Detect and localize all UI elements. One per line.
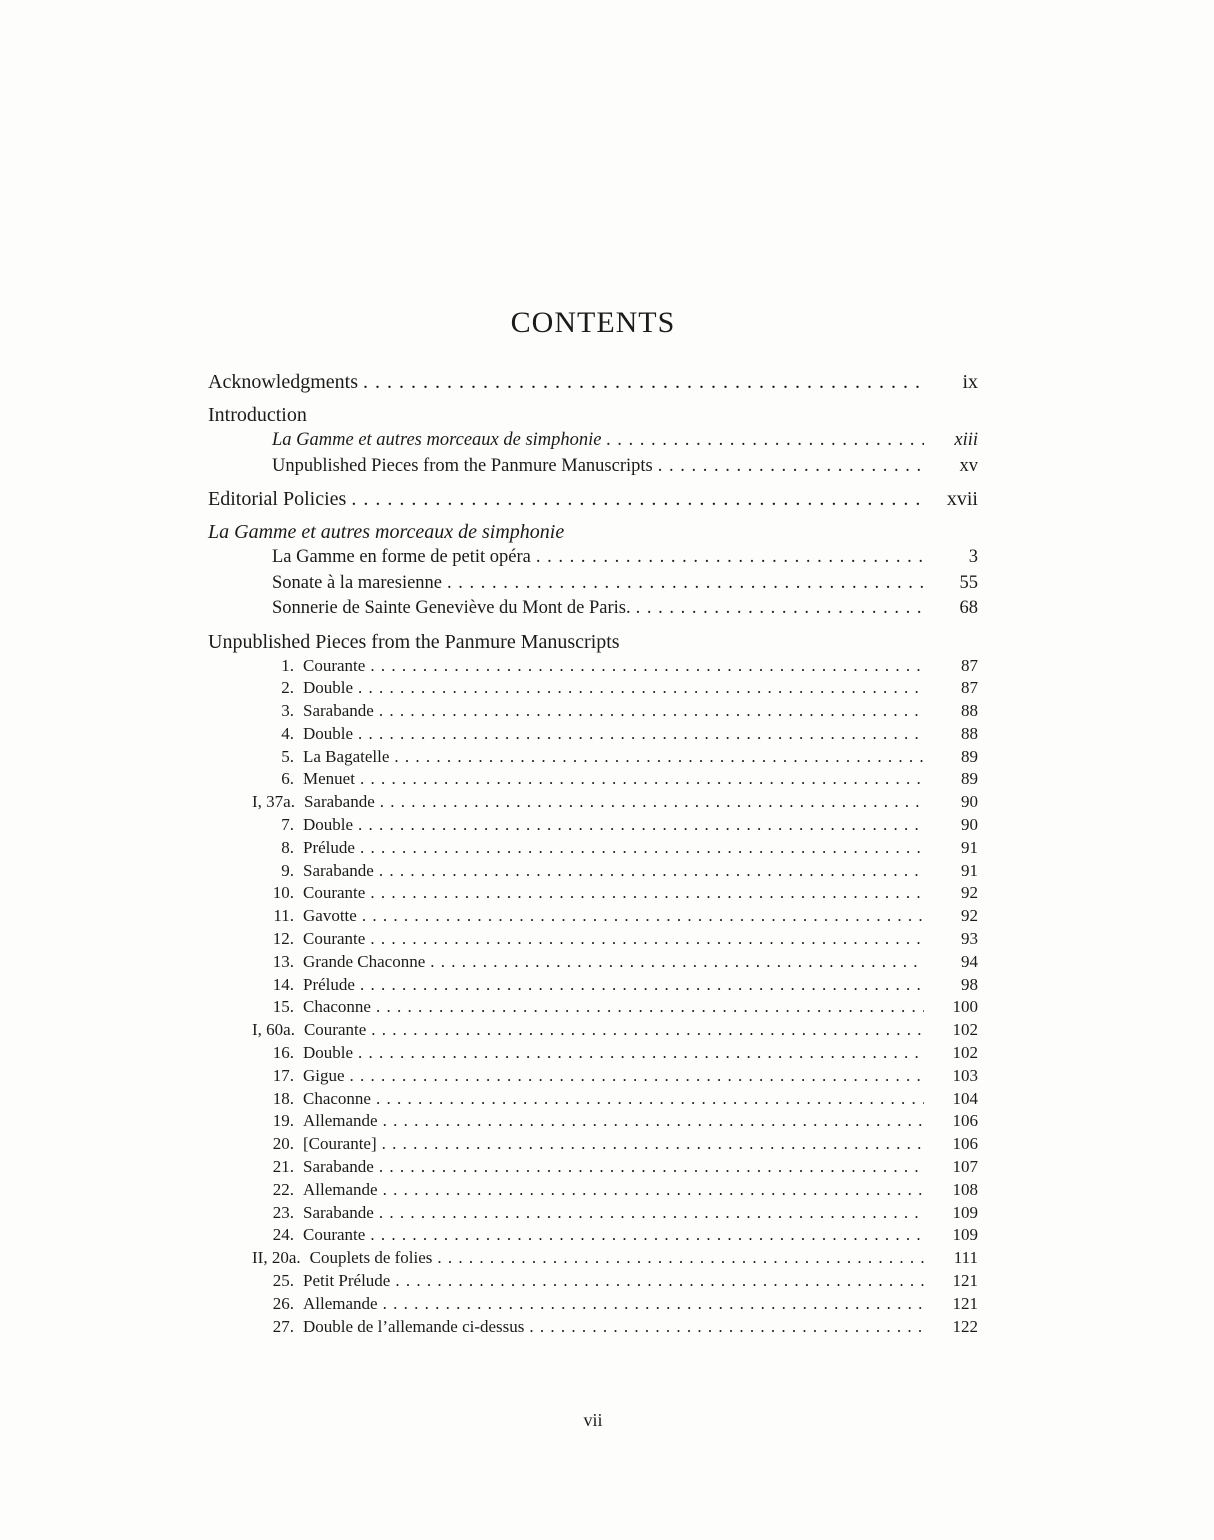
toc-entry-page: 108 [952, 1179, 978, 1199]
toc-entry [252, 1019, 978, 1042]
toc-entry-page: 106 [952, 1134, 978, 1154]
toc-entry-number: 24. [272, 1225, 294, 1245]
toc-entry-page: xvii [946, 488, 978, 510]
toc-entry [252, 1224, 978, 1247]
toc-entry [252, 974, 978, 997]
toc-entry-label: Couplets de folies [309, 1248, 433, 1268]
toc-entry-number: 25. [272, 1271, 294, 1291]
toc-entry-page: 122 [952, 1316, 978, 1336]
toc-entry-label: Petit Prélude [303, 1271, 391, 1291]
toc-entry-number: 2. [281, 678, 294, 698]
toc-entry [208, 486, 978, 512]
toc-entry [252, 837, 978, 860]
toc-entry [208, 369, 978, 395]
toc-entry-number: 8. [281, 837, 294, 857]
toc-entry [252, 1293, 978, 1316]
toc-entry-page: 103 [952, 1065, 978, 1085]
toc-entry [252, 768, 978, 791]
dot-leader [379, 700, 924, 723]
toc-entry-number: 4. [281, 723, 294, 743]
toc-entry-label: Allemande [303, 1179, 378, 1199]
table-of-contents [208, 369, 978, 1338]
toc-entry-page: 92 [961, 906, 978, 926]
dot-leader [370, 655, 924, 678]
toc-entry-page: 89 [961, 769, 978, 789]
toc-entry-page: 90 [961, 792, 978, 812]
toc-entry [252, 1156, 978, 1179]
toc-entry-number: 20. [272, 1134, 294, 1154]
toc-entry-label: Prélude [303, 837, 355, 857]
toc-entry-number: 9. [281, 860, 294, 880]
toc-entry-page: 100 [952, 997, 978, 1017]
toc-entry-number: 26. [272, 1293, 294, 1313]
toc-entry-number: 21. [272, 1157, 294, 1177]
dot-leader [358, 677, 924, 700]
dot-leader [362, 905, 924, 928]
toc-entry-number: I, 37a. [252, 792, 295, 812]
toc-section-heading [208, 519, 978, 545]
toc-entry-label: La Gamme et autres morceaux de simphonie [272, 430, 602, 450]
toc-entry [272, 428, 978, 454]
toc-entry-page: 111 [953, 1248, 978, 1268]
toc-entry-label: La Gamme en forme de petit opéra [272, 547, 531, 567]
toc-entry [252, 814, 978, 837]
toc-entry [272, 454, 978, 480]
toc-entry-number: 10. [272, 883, 294, 903]
toc-entry-label: Unpublished Pieces from the Panmure Manuscripts [272, 455, 653, 476]
toc-entry-label: Sarabande [303, 1157, 374, 1177]
dot-leader [360, 837, 924, 860]
toc-section-heading [208, 402, 978, 428]
toc-entry-page: 121 [952, 1293, 978, 1313]
dot-leader [658, 454, 924, 480]
toc-entry-label: Unpublished Pieces from the Panmure Manuscripts [208, 630, 620, 653]
toc-entry-page: xv [959, 455, 978, 476]
toc-entry [252, 1133, 978, 1156]
toc-entry [252, 1247, 978, 1270]
toc-entry-page: 87 [961, 678, 978, 698]
toc-entry-number: 5. [281, 746, 294, 766]
dot-leader [394, 746, 924, 769]
toc-entry-label: [Courante] [303, 1134, 377, 1154]
toc-entry [252, 1110, 978, 1133]
toc-entry [252, 791, 978, 814]
dot-leader [376, 1088, 924, 1111]
toc-entry-number: 16. [272, 1043, 294, 1063]
toc-entry [252, 655, 978, 678]
toc-entry-number: 14. [272, 974, 294, 994]
toc-entry-label: Grande Chaconne [303, 951, 426, 971]
page-title: CONTENTS [510, 306, 676, 339]
toc-entry-page: 109 [952, 1225, 978, 1245]
toc-entry-label: Double [303, 1043, 354, 1063]
dot-leader [370, 882, 924, 905]
toc-entry-label: Double de l’allemande ci-dessus [303, 1316, 525, 1336]
toc-entry [252, 1042, 978, 1065]
toc-entry-number: I, 60a. [252, 1020, 295, 1040]
toc-entry-label: Courante [303, 1020, 367, 1040]
dot-leader [382, 1133, 924, 1156]
toc-entry-page: 91 [961, 860, 978, 880]
toc-entry-label: Acknowledgments [208, 371, 358, 393]
toc-entry [252, 723, 978, 746]
dot-leader [383, 1110, 924, 1133]
dot-leader [379, 1156, 924, 1179]
folio-page-number: vii [583, 1410, 603, 1430]
dot-leader [447, 571, 924, 597]
dot-leader [383, 1179, 924, 1202]
toc-entry-page: 55 [959, 572, 978, 593]
toc-entry [252, 677, 978, 700]
toc-entry-label: Editorial Policies [208, 488, 347, 510]
toc-entry-number: 19. [272, 1111, 294, 1131]
dot-leader [358, 814, 924, 837]
toc-entry-label: La Bagatelle [303, 746, 390, 766]
toc-entry-page: 102 [952, 1020, 978, 1040]
toc-entry-label: Double [303, 723, 354, 743]
toc-entry-page: 106 [952, 1111, 978, 1131]
dot-leader [358, 723, 924, 746]
toc-entry [252, 1270, 978, 1293]
toc-entry [272, 545, 978, 571]
dot-leader [379, 1202, 924, 1225]
toc-entry-label: Sarabande [303, 701, 374, 721]
toc-entry-page: 107 [952, 1157, 978, 1177]
toc-entry-label: Courante [303, 929, 366, 949]
dot-leader [636, 596, 924, 622]
toc-entry [252, 860, 978, 883]
toc-entry [272, 596, 978, 622]
toc-entry-label: Chaconne [303, 997, 371, 1017]
toc-entry-number: 22. [272, 1179, 294, 1199]
toc-entry [252, 882, 978, 905]
toc-entry-label: La Gamme et autres morceaux de simphonie [208, 521, 565, 543]
dot-leader [430, 951, 924, 974]
toc-entry-number: 17. [272, 1065, 294, 1085]
toc-entry-number: 15. [272, 997, 294, 1017]
toc-entry-number: 23. [272, 1202, 294, 1222]
toc-entry-label: Gavotte [303, 906, 357, 926]
toc-entry-page: 88 [961, 723, 978, 743]
toc-entry-page: 121 [952, 1271, 978, 1291]
toc-entry-page: 88 [961, 701, 978, 721]
toc-entry-number: 3. [281, 701, 294, 721]
toc-entry [252, 700, 978, 723]
dot-leader [371, 1019, 924, 1042]
dot-leader [358, 1042, 924, 1065]
toc-entry [252, 996, 978, 1019]
toc-entry-label: Double [303, 815, 354, 835]
dot-leader [360, 974, 924, 997]
dot-leader [607, 428, 924, 454]
toc-entry-label: Courante [303, 883, 366, 903]
toc-entry-page: 94 [961, 951, 978, 971]
toc-entry-number: 18. [272, 1088, 294, 1108]
toc-entry-page: 92 [961, 883, 978, 903]
toc-entry [252, 951, 978, 974]
toc-entry [252, 1316, 978, 1339]
toc-entry-number: II, 20a. [252, 1248, 301, 1268]
toc-entry [252, 1202, 978, 1225]
toc-entry-label: Prélude [303, 974, 355, 994]
toc-entry-label: Sonate à la maresienne [272, 572, 443, 593]
dot-leader [383, 1293, 924, 1316]
toc-entry-page: 109 [952, 1202, 978, 1222]
toc-entry-label: Double [303, 678, 354, 698]
toc-entry [252, 928, 978, 951]
toc-entry-page: 104 [952, 1088, 978, 1108]
dot-leader [437, 1247, 924, 1270]
toc-entry [252, 1065, 978, 1088]
toc-entry-label: Sarabande [303, 1202, 374, 1222]
toc-entry-page: 102 [952, 1043, 978, 1063]
toc-entry-label: Introduction [208, 404, 307, 426]
toc-entry-page: ix [962, 371, 978, 393]
toc-entry-page: 89 [961, 746, 978, 766]
dot-leader [370, 928, 924, 951]
dot-leader [376, 996, 924, 1019]
toc-entry-label: Allemande [303, 1111, 378, 1131]
toc-entry-label: Sonnerie de Sainte Geneviève du Mont de Paris. [272, 598, 631, 618]
dot-leader [360, 768, 924, 791]
dot-leader [351, 486, 924, 512]
dot-leader [536, 545, 924, 571]
toc-entry-label: Chaconne [303, 1088, 371, 1108]
toc-entry-label: Courante [303, 1225, 366, 1245]
toc-entry-page: 98 [961, 974, 978, 994]
toc-entry [252, 746, 978, 769]
toc-entry-number: 27. [272, 1316, 294, 1336]
toc-entry [272, 571, 978, 597]
toc-entry-page: 87 [961, 655, 978, 675]
toc-entry-number: 12. [272, 929, 294, 949]
toc-entry-number: 11. [273, 906, 294, 926]
toc-entry-number: 1. [281, 655, 294, 675]
toc-entry-label: Allemande [303, 1293, 378, 1313]
toc-entry-number: 6. [281, 769, 294, 789]
toc-entry-number: 7. [281, 815, 294, 835]
toc-entry [252, 905, 978, 928]
dot-leader [380, 791, 924, 814]
toc-entry-page: 68 [959, 598, 978, 618]
toc-section-heading [208, 629, 978, 655]
toc-entry-number: 13. [272, 951, 294, 971]
toc-entry [252, 1088, 978, 1111]
contents-column [208, 305, 978, 1338]
dot-leader [350, 1065, 924, 1088]
toc-entry-label: Courante [303, 655, 366, 675]
toc-entry-page: 91 [961, 837, 978, 857]
toc-entry-page: 3 [968, 547, 978, 567]
dot-leader [529, 1316, 924, 1339]
dot-leader [395, 1270, 924, 1293]
toc-entry-page: 90 [961, 815, 978, 835]
toc-entry [252, 1179, 978, 1202]
toc-entry-label: Sarabande [303, 792, 375, 812]
toc-entry-label: Sarabande [303, 860, 374, 880]
toc-entry-page: xiii [954, 430, 978, 450]
toc-entry-label: Menuet [303, 769, 355, 789]
dot-leader [379, 860, 924, 883]
toc-entry-label: Gigue [303, 1065, 345, 1085]
toc-entry-page: 93 [961, 929, 978, 949]
dot-leader [363, 369, 924, 395]
dot-leader [370, 1224, 924, 1247]
